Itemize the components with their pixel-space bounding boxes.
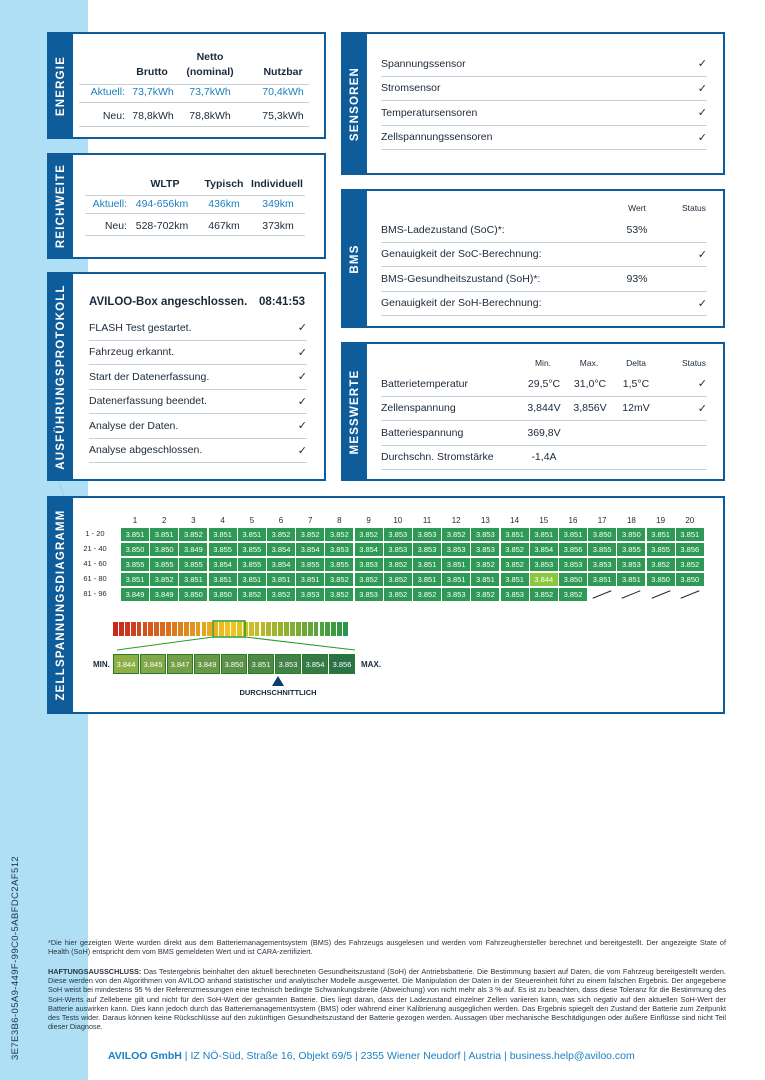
sensor-item-label: Stromsensor <box>381 82 441 95</box>
voltage-cell: 3.853 <box>471 543 499 556</box>
bms-header-status: Status <box>681 203 707 213</box>
voltage-cell: 3.850 <box>179 588 207 601</box>
voltage-cell: 3.852 <box>267 588 295 601</box>
energie-neu-brutto: 78,8kWh <box>132 110 174 122</box>
energie-row-neu-label: Neu: <box>102 110 125 122</box>
company-name: AVILOO GmbH <box>108 1050 182 1062</box>
voltage-cell: 3.853 <box>471 528 499 541</box>
messwerte-row <box>381 397 707 422</box>
energie-header-netto: Netto (nominal) <box>186 51 234 78</box>
voltage-cell: 3.853 <box>384 543 412 556</box>
check-icon: ✓ <box>697 107 707 120</box>
voltage-cell: 3.851 <box>150 528 178 541</box>
check-icon: ✓ <box>297 444 307 457</box>
protokoll-item <box>89 316 307 341</box>
row-range-label: 41 - 60 <box>83 559 107 568</box>
voltage-cell: 3.855 <box>325 558 353 571</box>
voltage-cell: 3.852 <box>471 588 499 601</box>
column-number: 20 <box>685 516 695 525</box>
voltage-cell: 3.852 <box>501 543 529 556</box>
protokoll-item-label: FLASH Test gestartet. <box>89 321 192 334</box>
voltage-cell: 3.852 <box>413 588 441 601</box>
voltage-cell: 3.854 <box>355 543 383 556</box>
sensor-item-label: Temperatursensoren <box>381 106 478 119</box>
voltage-cell: 3.855 <box>209 543 237 556</box>
voltage-cell: 3.852 <box>384 573 412 586</box>
voltage-cell: 3.851 <box>413 558 441 571</box>
energie-neu-nutzbar: 75,3kWh <box>262 110 304 122</box>
reichweite-neu-wltp: 528-702km <box>135 220 189 232</box>
reichweite-neu-individuell: 373km <box>262 220 294 232</box>
scale-cell: 3.844 <box>113 654 139 674</box>
check-icon: ✓ <box>697 248 707 261</box>
check-icon: ✓ <box>697 378 707 391</box>
protokoll-item-label: Start der Datenerfassung. <box>89 370 210 383</box>
column-number: 7 <box>307 516 313 525</box>
bms-row-label: BMS-Ladezustand (SoC)*: <box>381 223 505 236</box>
messwerte-header-delta: Delta <box>626 358 646 368</box>
voltage-cell: 3.853 <box>355 558 383 571</box>
column-number: 11 <box>422 516 432 525</box>
footer-contact <box>108 1050 635 1062</box>
voltage-cell: 3.852 <box>676 558 704 571</box>
voltage-cell: 3.854 <box>296 543 324 556</box>
protokoll-list <box>89 316 307 463</box>
voltage-cell: 3.853 <box>501 588 529 601</box>
sensor-item <box>381 101 707 126</box>
sensoren-panel <box>341 32 725 175</box>
voltage-cell: 3.850 <box>121 543 149 556</box>
scale-cell: 3.850 <box>221 654 247 674</box>
column-number: 2 <box>161 516 167 525</box>
voltage-cell: 3.851 <box>296 573 324 586</box>
reichweite-aktuell-wltp: 494-656km <box>135 198 189 210</box>
messwerte-delta: 12mV <box>622 402 650 415</box>
bms-row-label: Genauigkeit der SoH-Berechnung: <box>381 297 542 310</box>
voltage-cell: 3.854 <box>530 543 558 556</box>
protokoll-item <box>89 390 307 415</box>
document-id: 3E7E3B6-05A9-449F-99C0-5ABFDC2AF512 <box>10 855 21 1060</box>
bms-row <box>381 218 707 243</box>
check-icon: ✓ <box>297 346 307 359</box>
scale-cell: 3.854 <box>302 654 328 674</box>
voltage-cell: 3.853 <box>325 543 353 556</box>
average-marker-icon <box>272 676 284 686</box>
footer-disclaimer <box>48 967 726 1031</box>
scale-cell: 3.851 <box>248 654 274 674</box>
check-icon: ✓ <box>697 82 707 95</box>
sensor-item-label: Zellspannungssensoren <box>381 131 493 144</box>
messwerte-row-label: Batterietemperatur <box>381 377 468 390</box>
energie-header-brutto: Brutto <box>136 66 168 78</box>
messwerte-min: 369,8V <box>527 426 561 439</box>
voltage-cell: 3.851 <box>238 573 266 586</box>
empty-cell-slash <box>593 590 612 598</box>
voltage-cell: 3.853 <box>442 588 470 601</box>
voltage-cell: 3.851 <box>559 528 587 541</box>
column-number: 4 <box>220 516 225 525</box>
voltage-cell: 3.853 <box>559 558 587 571</box>
voltage-cell: 3.852 <box>150 573 178 586</box>
voltage-cell: 3.855 <box>150 558 178 571</box>
voltage-cell: 3.851 <box>442 558 470 571</box>
messwerte-header-min: Min. <box>534 358 552 368</box>
protokoll-item-label: Analyse der Daten. <box>89 419 179 432</box>
voltage-cell: 3.855 <box>647 543 675 556</box>
voltage-cell: 3.853 <box>617 558 645 571</box>
voltage-cell: 3.850 <box>559 573 587 586</box>
voltage-cell: 3.852 <box>384 588 412 601</box>
check-icon: ✓ <box>697 402 707 415</box>
voltage-cell: 3.855 <box>617 543 645 556</box>
voltage-cell: 3.852 <box>296 528 324 541</box>
messwerte-label: MESSWERTE <box>343 344 367 479</box>
column-number: 12 <box>451 516 461 525</box>
messwerte-row-label: Durchschn. Stromstärke <box>381 451 494 464</box>
protokoll-item-label: Fahrzeug erkannt. <box>89 346 175 359</box>
protokoll-title: AVILOO-Box angeschlossen. <box>89 296 248 308</box>
reichweite-header-typisch: Typisch <box>204 178 244 190</box>
reichweite-row-aktuell-label: Aktuell: <box>92 198 127 210</box>
energie-aktuell-nutzbar: 70,4kWh <box>262 86 304 98</box>
voltage-cell: 3.852 <box>238 588 266 601</box>
voltage-cell: 3.851 <box>530 528 558 541</box>
voltage-cell: 3.851 <box>267 573 295 586</box>
voltage-cell: 3.851 <box>238 528 266 541</box>
voltage-cell: 3.855 <box>238 558 266 571</box>
voltage-cell: 3.852 <box>471 558 499 571</box>
voltage-cell: 3.855 <box>296 558 324 571</box>
protokoll-panel <box>47 272 326 481</box>
protokoll-item-label: Datenerfassung beendet. <box>89 395 207 408</box>
check-icon: ✓ <box>697 131 707 144</box>
voltage-cell: 3.852 <box>325 588 353 601</box>
row-range-label: 81 - 96 <box>83 589 107 598</box>
footer-note: *Die hier gezeigten Werte wurden direkt aus dem Batteriemanagementsystem (BMS) des Fahrzeugs ausgelesen und werden vom Fahrzeughersteller berechnet und bereitgestellt. Der angezeigte State of Health (SoH) entspricht dem vom BMS gemeldeten Wert und ist CARA-zertifiziert. <box>48 938 726 957</box>
voltage-cell: 3.849 <box>121 588 149 601</box>
voltage-cell: 3.852 <box>325 528 353 541</box>
bms-row <box>381 292 707 317</box>
voltage-cell: 3.851 <box>647 528 675 541</box>
voltage-cell: 3.852 <box>355 528 383 541</box>
voltage-cell: 3.851 <box>501 528 529 541</box>
voltage-cell: 3.852 <box>559 588 587 601</box>
voltage-cell: 3.855 <box>121 558 149 571</box>
voltage-cell: 3.852 <box>501 558 529 571</box>
voltage-cell: 3.856 <box>676 543 704 556</box>
bms-panel <box>341 189 725 328</box>
check-icon: ✓ <box>297 322 307 335</box>
empty-cell-slash <box>651 590 670 598</box>
voltage-scale-strip <box>113 654 357 674</box>
scale-cell: 3.845 <box>140 654 166 674</box>
max-label: MAX. <box>361 660 381 669</box>
messwerte-header-status: Status <box>681 358 707 368</box>
voltage-cell: 3.849 <box>150 588 178 601</box>
voltage-cell: 3.853 <box>530 558 558 571</box>
sensor-item-label: Spannungssensor <box>381 57 466 70</box>
voltage-cell: 3.850 <box>209 588 237 601</box>
disclaimer-title: HAFTUNGSAUSSCHLUSS: <box>48 967 142 976</box>
min-label: MIN. <box>93 660 110 669</box>
messwerte-row <box>381 421 707 446</box>
voltage-cell: 3.854 <box>209 558 237 571</box>
voltage-cell: 3.851 <box>442 573 470 586</box>
messwerte-row-label: Zellenspannung <box>381 402 456 415</box>
voltage-cell: 3.852 <box>355 573 383 586</box>
bms-header-wert: Wert <box>628 203 646 213</box>
column-number: 5 <box>249 516 255 525</box>
bms-row <box>381 267 707 292</box>
messwerte-min: -1,4A <box>531 451 557 464</box>
row-range-label: 21 - 40 <box>83 544 107 553</box>
row-range-label: 61 - 80 <box>83 574 107 583</box>
reichweite-aktuell-typisch: 436km <box>208 198 240 210</box>
voltage-cell: 3.855 <box>588 543 616 556</box>
voltage-cell: 3.851 <box>413 573 441 586</box>
messwerte-header-max: Max. <box>579 358 599 368</box>
scale-cell: 3.849 <box>194 654 220 674</box>
protokoll-time: 08:41:53 <box>259 296 306 308</box>
bms-row-label: BMS-Gesundheitszustand (SoH)*: <box>381 272 541 285</box>
energie-aktuell-netto: 73,7kWh <box>189 86 231 98</box>
protokoll-item <box>89 365 307 390</box>
voltage-cell: 3.855 <box>238 543 266 556</box>
voltage-cell: 3.850 <box>647 573 675 586</box>
voltage-cell: 3.855 <box>179 558 207 571</box>
voltage-cell: 3.851 <box>209 573 237 586</box>
reichweite-header-wltp: WLTP <box>150 178 180 190</box>
voltage-cell: 3.853 <box>384 528 412 541</box>
empty-cell-slash <box>680 590 699 598</box>
bms-row <box>381 243 707 268</box>
scale-cell: 3.856 <box>329 654 355 674</box>
voltage-cell: 3.851 <box>121 528 149 541</box>
voltage-cell: 3.851 <box>121 573 149 586</box>
voltage-cell: 3.851 <box>588 573 616 586</box>
voltage-cell: 3.850 <box>617 528 645 541</box>
messwerte-list <box>381 372 707 470</box>
voltage-cell: 3.851 <box>179 573 207 586</box>
energie-label: ENERGIE <box>49 34 73 137</box>
messwerte-min: 29,5°C <box>527 377 561 390</box>
zellspannung-label: ZELLSPANNUNGSDIAGRAMM <box>49 498 73 712</box>
sensoren-list <box>381 52 707 150</box>
column-number: 15 <box>539 516 549 525</box>
protokoll-item <box>89 439 307 464</box>
bms-row-wert: 53% <box>626 223 648 236</box>
voltage-cell: 3.852 <box>530 588 558 601</box>
reichweite-header-individuell: Individuell <box>251 178 303 190</box>
protokoll-item <box>89 341 307 366</box>
check-icon: ✓ <box>297 420 307 433</box>
protokoll-item <box>89 414 307 439</box>
messwerte-min: 3,844V <box>527 402 561 415</box>
check-icon: ✓ <box>297 371 307 384</box>
empty-cell-slash <box>622 590 641 598</box>
bms-label: BMS <box>343 191 367 326</box>
column-number: 19 <box>656 516 666 525</box>
scale-cell: 3.847 <box>167 654 193 674</box>
voltage-cell: 3.850 <box>588 528 616 541</box>
voltage-cell: 3.854 <box>267 558 295 571</box>
disclaimer-text: Das Testergebnis beinhaltet den aktuell berechneten Gesundheitszustand (SoH) der Antriebsbatterie. Die Bestimmung basiert auf Daten, die vom Fahrzeug bereitgestellt werden. Diese werden von den Algorithmen von AVILOO anhand statistischer und analytischer Modelle ausgewertet. Die Manipulation der Daten in der Steuereinheit führt zu einem falschen Ergebnis. Der angegebene SoH weist bei mindestens 95 % der Referenzmessungen eine technisch bedingte Schwankungsbreite (Abweichung) von nicht mehr als 3 % auf. Es ist zu beachten, dass diese Toleranz für die Bestimmung des SoH-Werts auf Zellebene gilt und nicht für den SoH-Wert der gesamten Batterie. Dies liegt daran, dass der Ladezustand einzelner Zellen variieren kann, was sich negativ auf den aktuellen SoH-Wert der Batterie auswirken kann. Dies kann jedoch durch das Batteriemanagementsystem (BMS) oder während einer Kalibrierung ausgeglichen werden. Das Ergebnis spiegelt den Zustand der Batterie zum Zeitpunkt des Tests wider. Daraus können keine Rückschlüsse auf den zukünftigen Gesundheitszustand der Batterie gezogen werden. Aussagen über mechanische Beschädigungen oder äußere Einflüsse sind nicht Teil dieser Diagnose. <box>48 967 727 1032</box>
voltage-cell: 3.854 <box>267 543 295 556</box>
messwerte-row <box>381 372 707 397</box>
voltage-cell: 3.850 <box>150 543 178 556</box>
voltage-cell: 3.852 <box>179 528 207 541</box>
voltage-cell: 3.853 <box>413 528 441 541</box>
zellspannung-panel <box>47 496 725 714</box>
messwerte-panel <box>341 342 725 481</box>
voltage-cell: 3.853 <box>442 543 470 556</box>
column-number: 14 <box>510 516 520 525</box>
voltage-cell: 3.853 <box>296 588 324 601</box>
sensor-item <box>381 77 707 102</box>
voltage-cell: 3.844 <box>530 573 558 586</box>
company-address: | IZ NÖ-Süd, Straße 16, Objekt 69/5 | 2355 Wiener Neudorf | Austria | business.help@aviloo.com <box>181 1050 635 1062</box>
sensor-item <box>381 52 707 77</box>
bms-row-wert: 93% <box>626 272 648 285</box>
energie-row-aktuell-label: Aktuell: <box>90 86 125 98</box>
voltage-cell: 3.853 <box>588 558 616 571</box>
reichweite-label: REICHWEITE <box>49 155 73 257</box>
protokoll-item-label: Analyse abgeschlossen. <box>89 444 203 457</box>
voltage-cell: 3.851 <box>209 528 237 541</box>
column-number: 18 <box>626 516 636 525</box>
energie-neu-netto: 78,8kWh <box>189 110 231 122</box>
voltage-cell: 3.851 <box>471 573 499 586</box>
check-icon: ✓ <box>697 58 707 71</box>
messwerte-row-label: Batteriespannung <box>381 426 464 439</box>
column-number: 17 <box>597 516 607 525</box>
voltage-cell: 3.853 <box>413 543 441 556</box>
voltage-cell: 3.851 <box>676 528 704 541</box>
bms-row-label: Genauigkeit der SoC-Berechnung: <box>381 248 542 261</box>
energie-panel <box>47 32 326 139</box>
energie-header-nutzbar: Nutzbar <box>263 66 303 78</box>
column-number: 1 <box>132 516 138 525</box>
voltage-cell: 3.849 <box>179 543 207 556</box>
bms-list <box>381 218 707 316</box>
column-number: 8 <box>337 516 342 525</box>
voltage-cell: 3.852 <box>325 573 353 586</box>
scale-cell: 3.853 <box>275 654 301 674</box>
voltage-cell: 3.851 <box>617 573 645 586</box>
average-label: DURCHSCHNITTLICH <box>239 688 317 697</box>
sensor-item <box>381 126 707 151</box>
check-icon: ✓ <box>297 395 307 408</box>
voltage-cell: 3.851 <box>501 573 529 586</box>
column-number: 9 <box>366 516 371 525</box>
reichweite-row-neu-label: Neu: <box>104 220 127 232</box>
column-number: 13 <box>480 516 490 525</box>
check-icon: ✓ <box>697 297 707 310</box>
voltage-cell: 3.853 <box>355 588 383 601</box>
column-number: 10 <box>393 516 403 525</box>
voltage-cell: 3.852 <box>442 528 470 541</box>
column-number: 6 <box>278 516 284 525</box>
messwerte-max: 3,856V <box>573 402 607 415</box>
reichweite-neu-typisch: 467km <box>208 220 240 232</box>
voltage-cell: 3.850 <box>676 573 704 586</box>
messwerte-max: 31,0°C <box>573 377 607 390</box>
messwerte-row <box>381 446 707 471</box>
column-number: 16 <box>568 516 578 525</box>
energie-aktuell-brutto: 73,7kWh <box>132 86 174 98</box>
voltage-cell: 3.852 <box>384 558 412 571</box>
column-number: 3 <box>191 516 196 525</box>
voltage-cell: 3.852 <box>267 528 295 541</box>
reichweite-aktuell-individuell: 349km <box>262 198 294 210</box>
messwerte-delta: 1,5°C <box>622 377 650 390</box>
voltage-cell: 3.852 <box>647 558 675 571</box>
sensoren-label: SENSOREN <box>343 34 367 173</box>
row-range-label: 1 - 20 <box>85 529 105 538</box>
voltage-cell: 3.856 <box>559 543 587 556</box>
reichweite-panel <box>47 153 326 259</box>
protokoll-label: AUSFÜHRUNGSPROTOKOLL <box>49 274 73 479</box>
